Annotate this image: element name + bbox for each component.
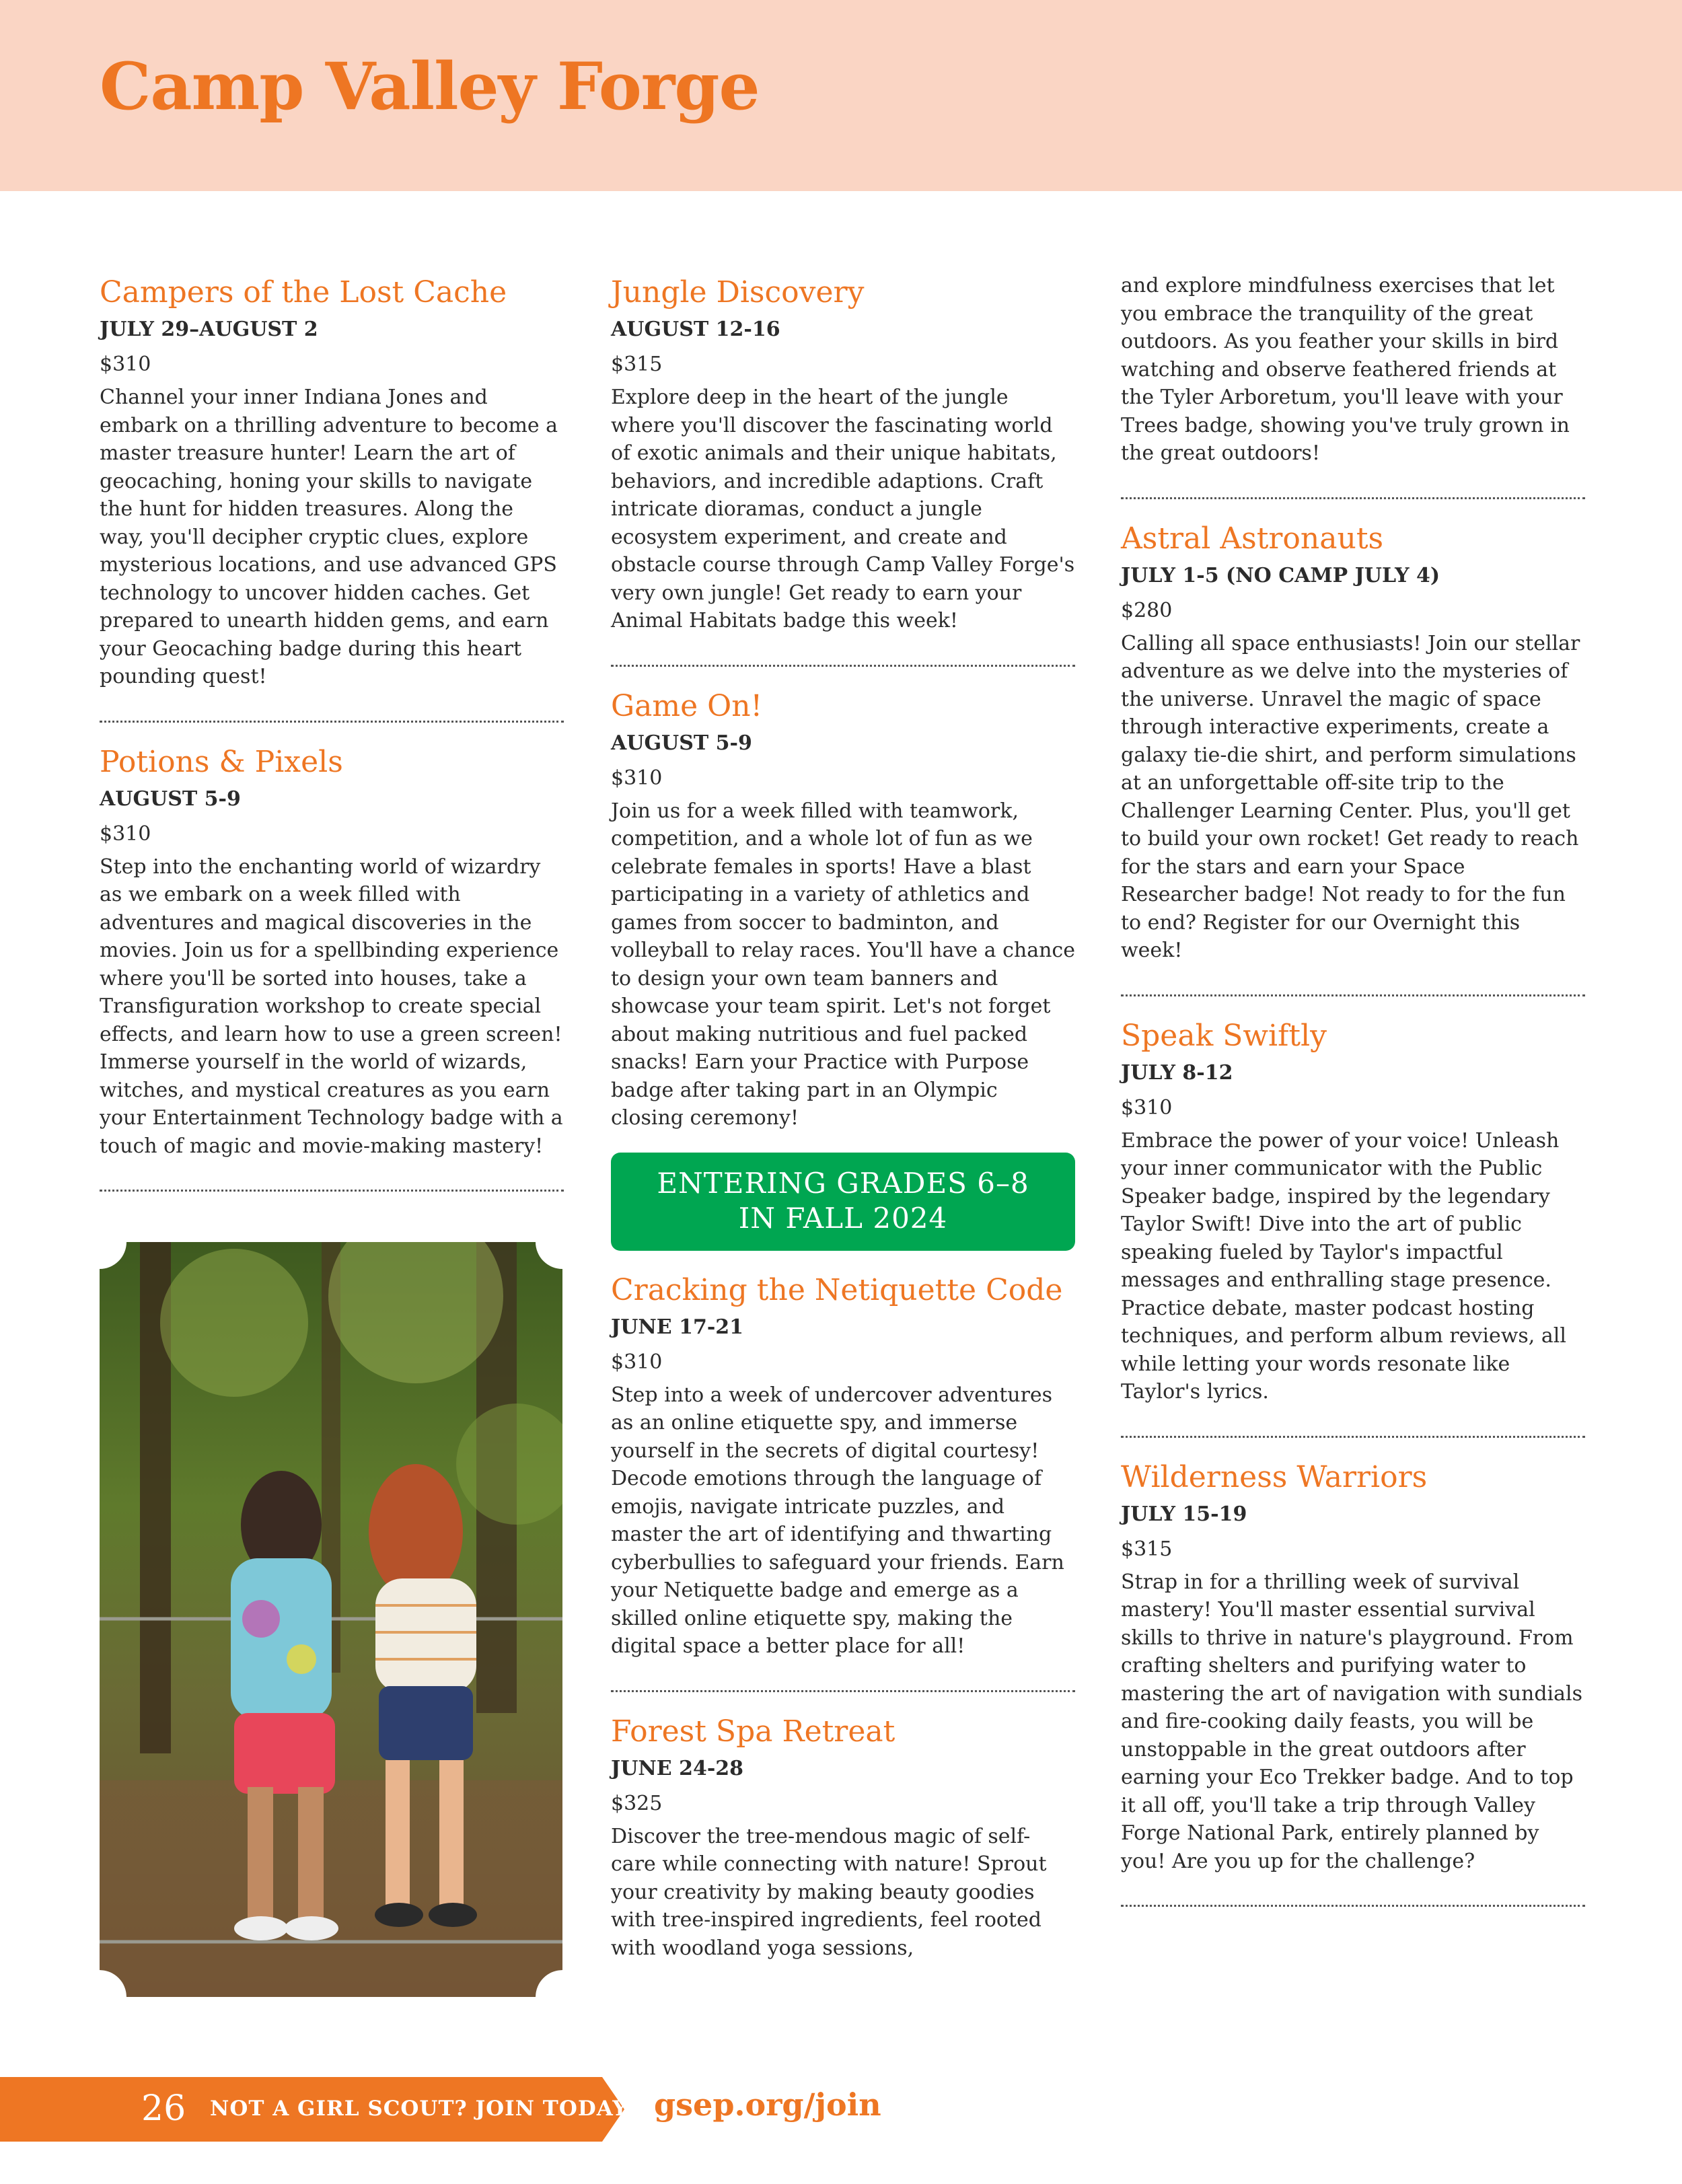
session-dates: JULY 15-19 <box>1121 1502 1247 1526</box>
session-forest-spa <box>611 1711 1075 1963</box>
session-description: Channel your inner Indiana Jones and embark on a thrilling adventure to become a master treasure hunter! Learn the art of geocaching, honing your skills to navigate the hunt for hidden treasures. Along the way, you'll decipher cryptic clues, explore mysterious locations, and use advanced GPS technology to uncover hidden caches. Get prepared to unearth hidden gems, and earn your Geocaching badge during this heart pounding quest! <box>100 386 558 688</box>
session-title: Speak Swiftly <box>1121 1018 1327 1053</box>
dotted-divider <box>611 1690 1075 1692</box>
session-netiquette <box>611 1270 1075 1661</box>
session-dates: JULY 1-5 (NO CAMP JULY 4) <box>1121 563 1440 587</box>
session-price: $310 <box>611 766 663 790</box>
session-description: Discover the tree-mendous magic of self-care while connecting with nature! Sprout your creativity by making beauty goodies with tree-inspired ingredients, feel rooted with woodland yoga sessions, <box>611 1824 1047 1960</box>
session-description: Embrace the power of your voice! Unleash your inner communicator with the Public Speaker badge, inspired by the legendary Taylor Swift! Dive into the art of public speaking fueled by Taylor's impactful messages and enthralling stage presence. Practice debate, master podcast hosting techniques, and perform album reviews, all while letting your words resonate like Taylor's lyrics. <box>1121 1128 1566 1404</box>
session-title: Game On! <box>611 688 763 723</box>
session-title: Astral Astronauts <box>1121 521 1384 556</box>
session-lost-cache <box>100 272 564 691</box>
session-dates: JULY 8-12 <box>1121 1060 1233 1085</box>
page-number: 26 <box>141 2088 186 2129</box>
campers-photo <box>100 1242 562 1997</box>
session-dates: JUNE 17-21 <box>611 1315 744 1339</box>
column-middle <box>611 272 1075 1962</box>
grade-banner-line2: IN FALL 2024 <box>738 1201 948 1235</box>
session-price: $310 <box>1121 1095 1173 1120</box>
join-link[interactable]: gsep.org/join <box>654 2086 881 2123</box>
grade-banner-line1: ENTERING GRADES 6–8 <box>657 1166 1029 1200</box>
session-price: $310 <box>100 822 151 846</box>
session-speak-swiftly <box>1121 1015 1585 1406</box>
session-title: Cracking the Netiquette Code <box>611 1272 1063 1307</box>
join-cta: NOT A GIRL SCOUT? JOIN TODAY! <box>210 2097 638 2121</box>
session-price: $310 <box>611 1350 663 1374</box>
session-dates: JUNE 24-28 <box>611 1756 744 1780</box>
grade-banner <box>611 1153 1075 1251</box>
session-price: $325 <box>611 1791 663 1815</box>
dotted-divider <box>100 1190 564 1192</box>
session-price: $315 <box>611 353 663 376</box>
session-astral-astronauts <box>1121 518 1585 965</box>
session-price: $280 <box>1121 598 1173 622</box>
session-potions-pixels <box>100 741 564 1161</box>
page-title: Camp Valley Forge <box>100 48 760 124</box>
session-description: Join us for a week filled with teamwork, competition, and a whole lot of fun as we celebrate females in sports! Have a blast participating in a variety of athletics and games from soccer to badminton, and volleyball to relay races. You'll have a chance to design your own team banners and showcase your team spirit. Let's not forget about making nutritious and fuel packed snacks! Earn your Practice with Purpose badge after taking part in an Olympic closing ceremony! <box>611 799 1075 1130</box>
dotted-divider <box>1121 1436 1585 1438</box>
session-description: Strap in for a thrilling week of survival mastery! You'll master essential survival skills to thrive in nature's playground. From crafting shelters and purifying water to mastering the art of navigation with sundials and fire-cooking daily feasts, you will be unstoppable in the great outdoors after earning your Eco Trekker badge. And to top it all off, you'll take a trip through Valley Forge National Park, entirely planned by you! Are you up for the challenge? <box>1121 1570 1583 1873</box>
session-price: $315 <box>1121 1537 1173 1561</box>
dotted-divider <box>1121 994 1585 996</box>
page-header <box>0 0 1682 191</box>
session-game-on <box>611 686 1075 1132</box>
column-left <box>100 272 564 1210</box>
session-description: Calling all space enthusiasts! Join our stellar adventure as we delve into the mysteries of the universe. Unravel the magic of space through interactive experiments, create a galaxy tie-die shirt, and perform simulations at an unforgettable off-site trip to the Challenger Learning Center. Plus, you'll get to build your own rocket! Get ready to reach for the stars and earn your Space Researcher badge! Not ready to for the fun to end? Register for our Overnight this week! <box>1121 631 1580 962</box>
session-wilderness-warriors <box>1121 1457 1585 1876</box>
dotted-divider <box>1121 497 1585 499</box>
dotted-divider <box>611 665 1075 667</box>
session-price: $310 <box>100 353 151 376</box>
session-title: Potions & Pixels <box>100 744 343 779</box>
session-description: Step into the enchanting world of wizardry as we embark on a week filled with adventures and magical discoveries in the movies. Join us for a spellbinding experience where you'll be sorted into houses, take a Transfiguration workshop to create special effects, and learn how to use a green screen! Immerse yourself in the world of wizards, witches, and mystical creatures as you earn your Entertainment Technology badge with a touch of magic and movie-making mastery! <box>100 854 563 1158</box>
session-dates: JULY 29–AUGUST 2 <box>100 318 318 341</box>
session-title: Wilderness Warriors <box>1121 1459 1428 1494</box>
session-title: Campers of the Lost Cache <box>100 275 507 310</box>
session-jungle-discovery <box>611 272 1075 635</box>
session-description: Explore deep in the heart of the jungle where you'll discover the fascinating world of exotic animals and their unique habitats, behaviors, and incredible adaptions. Craft intricate dioramas, conduct a jungle ecosystem experiment, and create and obstacle course through Camp Valley Forge's very own jungle! Get ready to earn your Animal Habitats badge this week! <box>611 386 1075 632</box>
dotted-divider <box>100 721 564 723</box>
session-dates: AUGUST 5-9 <box>100 787 241 811</box>
session-description-continued: and explore mindfulness exercises that let you embrace the tranquility of the great outdoors. As you feather your skills in bird watching and observe feathered friends at the Tyler Arboretum, you'll leave with your Trees badge, showing you've truly grown in the great outdoors! <box>1121 274 1570 465</box>
dotted-divider <box>1121 1905 1585 1907</box>
session-title: Forest Spa Retreat <box>611 1714 895 1749</box>
session-description: Step into a week of undercover adventures as an online etiquette spy, and immerse yourself in the secrets of digital courtesy! Decode emotions through the language of emojis, navigate intricate puzzles, and master the art of identifying and thwarting cyberbullies to safeguard your friends. Earn your Netiquette badge and emerge as a skilled online etiquette spy, making the digital space a better place for all! <box>611 1383 1064 1658</box>
session-dates: AUGUST 12-16 <box>611 318 780 341</box>
session-title: Jungle Discovery <box>611 275 865 310</box>
session-dates: AUGUST 5-9 <box>611 731 752 755</box>
column-right <box>1121 272 1585 1926</box>
